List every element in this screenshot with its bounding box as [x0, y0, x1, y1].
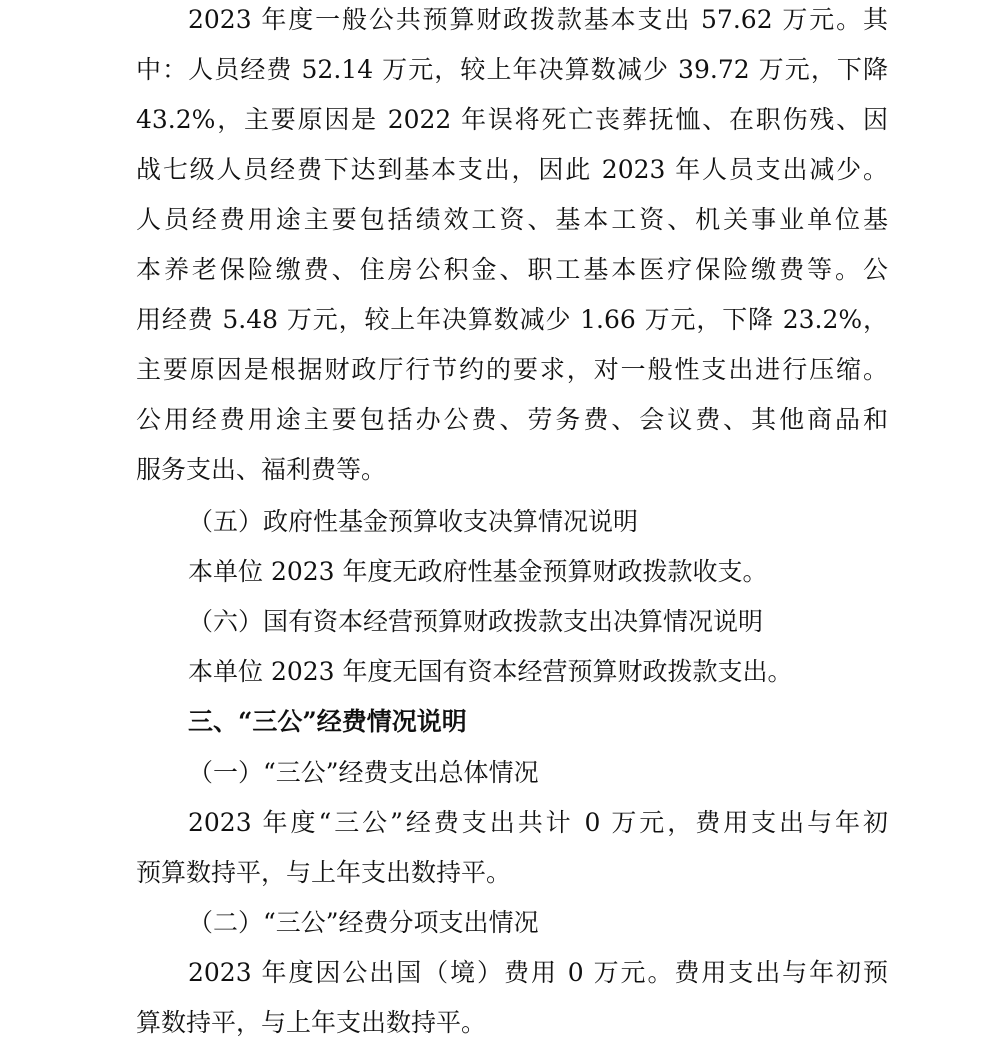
- paragraph-line: 公用经费用途主要包括办公费、劳务费、会议费、其他商品和: [136, 405, 888, 434]
- section-heading: （一）“三公”经费支出总体情况: [188, 758, 539, 787]
- paragraph-line: 本单位 2023 年度无国有资本经营预算财政拨款支出。: [188, 657, 793, 686]
- chapter-heading: 三、“三公”经费情况说明: [188, 707, 467, 736]
- paragraph-line: 2023 年度一般公共预算财政拨款基本支出 57.62 万元。其: [188, 5, 888, 34]
- paragraph-line: 人员经费用途主要包括绩效工资、基本工资、机关事业单位基: [136, 205, 888, 234]
- paragraph-line: 本养老保险缴费、住房公积金、职工基本医疗保险缴费等。公: [136, 255, 888, 284]
- paragraph-line: 2023 年度“三公”经费支出共计 0 万元，费用支出与年初: [188, 808, 888, 837]
- paragraph-line: 预算数持平，与上年支出数持平。: [136, 858, 512, 887]
- section-heading: （五）政府性基金预算收支决算情况说明: [188, 507, 639, 536]
- section-heading: （二）“三公”经费分项支出情况: [188, 908, 539, 937]
- paragraph-line: 43.2%，主要原因是 2022 年误将死亡丧葬抚恤、在职伤残、因: [136, 105, 888, 134]
- paragraph-line: 服务支出、福利费等。: [136, 455, 387, 484]
- paragraph-line: 2023 年度因公出国（境）费用 0 万元。费用支出与年初预: [188, 958, 888, 987]
- paragraph-line: 主要原因是根据财政厅行节约的要求，对一般性支出进行压缩。: [136, 355, 888, 384]
- paragraph-line: 中：人员经费 52.14 万元，较上年决算数减少 39.72 万元，下降: [136, 55, 888, 84]
- section-heading: （六）国有资本经营预算财政拨款支出决算情况说明: [188, 607, 764, 636]
- paragraph-line: 用经费 5.48 万元，较上年决算数减少 1.66 万元，下降 23.2%，: [136, 305, 888, 334]
- paragraph-line: 本单位 2023 年度无政府性基金预算财政拨款收支。: [188, 557, 768, 586]
- paragraph-line: 算数持平，与上年支出数持平。: [136, 1008, 487, 1037]
- paragraph-line: 战七级人员经费下达到基本支出，因此 2023 年人员支出减少。: [136, 155, 888, 184]
